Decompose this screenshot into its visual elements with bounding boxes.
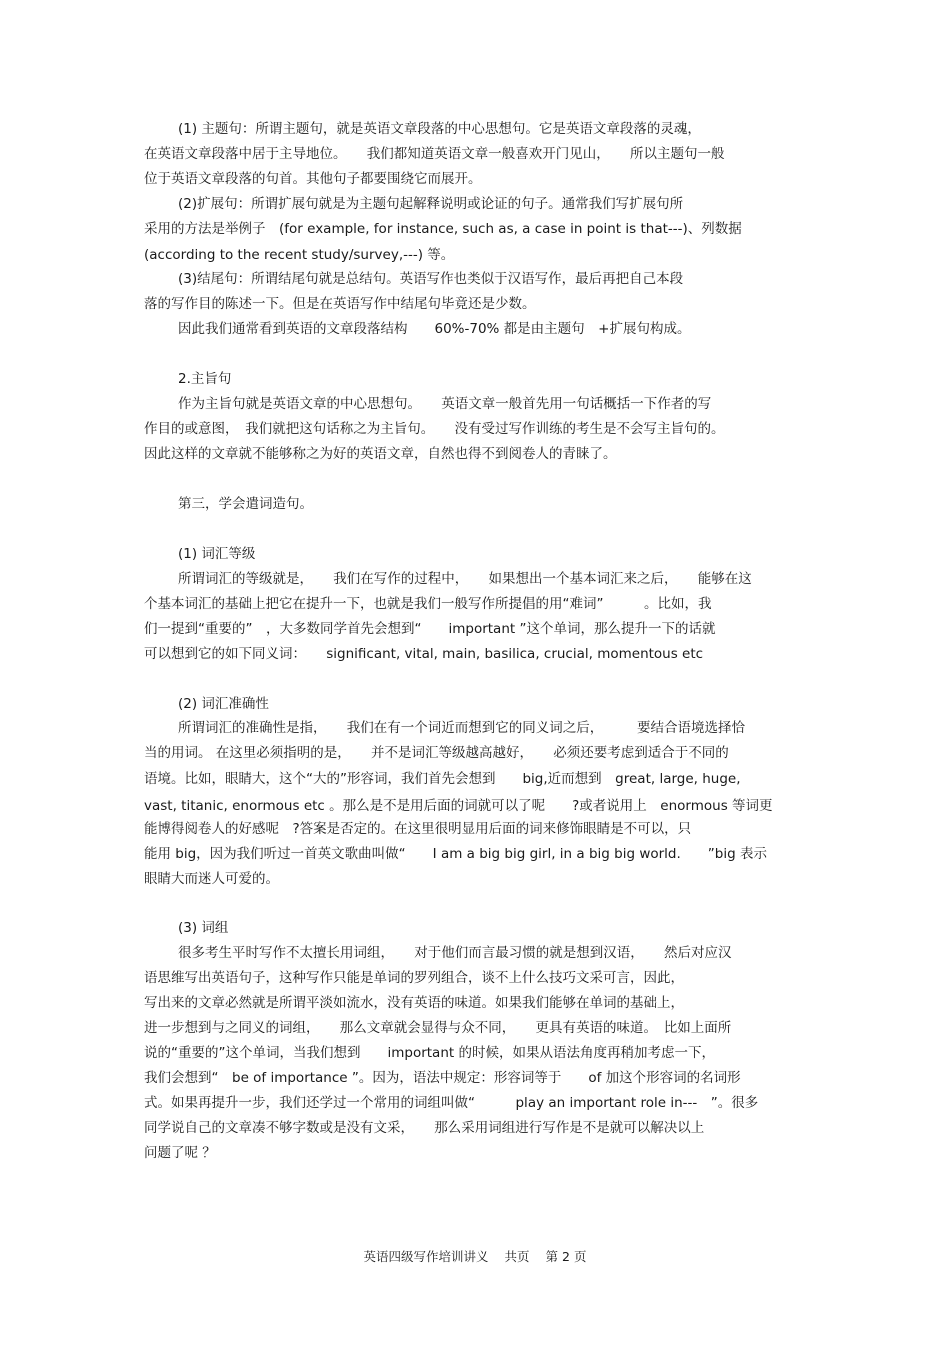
heading-thesis-sentence: 2.主旨句 [178, 371, 232, 387]
para-accuracy-line-1: 所谓词汇的准确性是指， 我们在有一个词近而想到它的同义词之后， 要结合语境选择恰 [178, 720, 745, 736]
para-topic-sentence-line-1: (1) 主题句：所谓主题句，就是英语文章段落的中心思想句。它是英语文章段落的灵魂， [178, 121, 701, 137]
para-accuracy-line-7: 眼睛大而迷人可爱的。 [144, 871, 279, 887]
para-phrases-line-2: 语思维写出英语句子，这种写作只能是单词的罗列组合，谈不上什么技巧文采可言，因此， [144, 970, 684, 986]
para-phrases-line-4: 进一步想到与之同义的词组， 那么文章就会显得与众不同， 更具有英语的味道。 比如上面所 [144, 1020, 732, 1036]
para-vocabulary-level-line-4: 可以想到它的如下同义词： significant, vital, main, basilica, crucial, momentous etc [144, 646, 704, 662]
para-phrases-line-1: 很多考生平时写作不太擅长用词组， 对于他们而言最习惯的就是想到汉语， 然后对应汉 [178, 945, 732, 961]
footer-document-title: 英语四级写作培训讲义 [363, 1249, 489, 1264]
para-accuracy-line-6: 能用 big，因为我们听过一首英文歌曲叫做“ I am a big big girl, in a big big world. ”big 表示 [144, 846, 767, 862]
para-accuracy-line-2: 当的用词。 在这里必须指明的是， 并不是词汇等级越高越好， 必须还要考虑到适合于不同的 [144, 745, 729, 761]
para-vocabulary-level-line-3: 们一提到“重要的” ，大多数同学首先会想到“ important ”这个单词，那么提升一下的话就 [144, 621, 716, 637]
para-phrases-line-7: 式。如果再提升一步，我们还学过一个常用的词组叫做“ play an important role in--- ”。很多 [144, 1095, 759, 1111]
para-thesis-line-3: 因此这样的文章就不能够称之为好的英语文章，自然也得不到阅卷人的青睐了。 [144, 446, 617, 462]
para-extension-line-1: (2)扩展句：所谓扩展句就是为主题句起解释说明或论证的句子。通常我们写扩展句所 [178, 196, 684, 212]
heading-vocabulary-accuracy: (2) 词汇准确性 [178, 696, 269, 712]
para-accuracy-line-4: vast, titanic, enormous etc 。那么是不是用后面的词就可以了呢 ?或者说用上 enormous 等词更 [144, 798, 773, 814]
para-phrases-line-5: 说的“重要的”这个单词，当我们想到 important 的时候，如果从语法角度再稍加考虑一下， [144, 1045, 715, 1061]
footer-total-pages: 共页 [504, 1249, 530, 1264]
heading-phrases: (3) 词组 [178, 920, 229, 936]
para-phrases-line-6: 我们会想到“ be of importance ”。因为，语法中规定：形容词等于 of 加这个形容词的名词形 [144, 1070, 741, 1086]
para-phrases-line-9: 问题了呢 ？ [144, 1145, 216, 1161]
para-vocabulary-level-line-2: 个基本词汇的基础上把它在提升一下，也就是我们一般写作所提倡的用“难词” 。比如，我 [144, 596, 712, 612]
heading-section-three: 第三，学会遣词造句。 [178, 496, 313, 512]
para-topic-sentence-line-2: 在英语文章段落中居于主导地位。 我们都知道英语文章一般喜欢开门见山， 所以主题句一般 [144, 146, 725, 162]
para-ending-line-1: (3)结尾句：所谓结尾句就是总结句。英语写作也类似于汉语写作，最后再把自己本段 [178, 271, 684, 287]
para-vocabulary-level-line-1: 所谓词汇的等级就是， 我们在写作的过程中， 如果想出一个基本词汇来之后， 能够在这 [178, 571, 752, 587]
para-extension-line-2: 采用的方法是举例子 (for example, for instance, such as, a case in point is that---)、列数据 [144, 221, 742, 237]
para-ending-line-2: 落的写作目的陈述一下。但是在英语写作中结尾句毕竟还是少数。 [144, 296, 536, 312]
para-phrases-line-3: 写出来的文章必然就是所谓平淡如流水，没有英语的味道。如果我们能够在单词的基础上， [144, 995, 684, 1011]
page-footer [0, 1249, 950, 1265]
para-accuracy-line-5: 能博得阅卷人的好感呢 ?答案是否定的。在这里很明显用后面的词来修饰眼睛是不可以，只 [144, 821, 692, 837]
para-thesis-line-2: 作目的或意图， 我们就把这句话称之为主旨句。 没有受过写作训练的考生是不会写主旨句的。 [144, 421, 725, 437]
para-thesis-line-1: 作为主旨句就是英语文章的中心思想句。 英语文章一般首先用一句话概括一下作者的写 [178, 396, 712, 412]
heading-vocabulary-level: (1) 词汇等级 [178, 546, 256, 562]
para-phrases-line-8: 同学说自己的文章凑不够字数或是没有文采， 那么采用词组进行写作是不是就可以解决以上 [144, 1120, 705, 1136]
para-accuracy-line-3: 语境。比如，眼睛大，这个“大的”形容词，我们首先会想到 big,近而想到 great, large, huge, [144, 771, 741, 787]
para-topic-sentence-line-3: 位于英语文章段落的句首。其他句子都要围绕它而展开。 [144, 171, 482, 187]
footer-page-number: 第 2 页 [545, 1249, 587, 1264]
para-structure-summary: 因此我们通常看到英语的文章段落结构 60%-70% 都是由主题句 +扩展句构成。 [178, 321, 691, 337]
para-extension-line-3: (according to the recent study/survey,---) 等。 [144, 247, 455, 263]
